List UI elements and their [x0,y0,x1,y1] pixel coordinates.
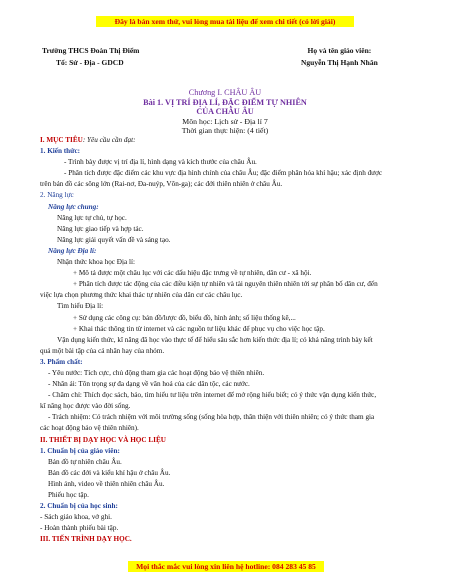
school-name: Trường THCS Đoàn Thị Điểm [42,46,140,55]
geography-application-2: quả một bài tập của cá nhân hay của nhóm. [40,346,165,355]
teacher-label: Họ và tên giáo viên: [307,46,372,55]
subject-line: Môn học: Lịch sử - Địa lí 7 [182,116,268,126]
geography-awareness: Nhận thức khoa học Địa lí: [57,258,135,267]
student-prep-2: - Hoàn thành phiếu bài tập. [40,524,119,533]
quality-compassion: - Nhân ái: Tôn trọng sự đa dạng về văn hoá của các dân tộc, các nước. [48,380,250,389]
lesson-title-line2: CỦA CHÂU ÂU [196,107,254,117]
quality-diligence-1: - Chăm chỉ: Thích đọc sách, báo, tìm hiểu tư liệu trên internet để mở rộng hiểu biết; có ý thức vận dụng kiến thức, [48,391,377,400]
competence-heading: 2. Năng lực [40,191,74,200]
teacher-prep-3: Hình ảnh, video về thiên nhiên châu Âu. [48,479,165,488]
section-1-title: I. MỤC TIÊU [40,136,83,144]
geography-awareness-a: + Mô tả được một châu lục với các dấu hiệu đặc trưng về tự nhiên, dân cư - xã hội. [73,269,312,278]
section-1-note: : Yêu cầu cần đạt: [82,136,136,144]
quality-patriotism: - Yêu nước: Tích cực, chủ động tham gia các hoạt động bảo vệ thiên nhiên. [48,368,265,377]
geography-inquiry-b: + Khai thác thông tin từ internet và các nguồn tư liệu khác để phục vụ cho việc học tập. [73,324,325,333]
geography-inquiry-a: + Sử dụng các công cụ: bản đồ/lược đồ, biểu đồ, hình ảnh; số liệu thống kê,... [73,313,296,322]
teacher-prep-4: Phiếu học tập. [48,491,89,499]
general-competence-1: Năng lực tự chủ, tự học. [57,213,127,222]
knowledge-heading: 1. Kiến thức: [40,147,81,156]
section-2-title: II. THIẾT BỊ DẠY HỌC VÀ HỌC LIỆU [40,435,166,444]
preview-banner: Đây là bản xem thử, vui lòng mua tài liệu để xem chi tiết (có lời giải) [96,16,354,27]
student-prep-1: - Sách giáo khoa, vở ghi. [40,513,112,522]
knowledge-item-2a: - Phân tích được đặc điểm các khu vực địa hình chính của châu Âu; đặc điểm phân hóa khí hậu; xác định được [64,169,383,178]
qualities-heading: 3. Phẩm chất: [40,357,83,366]
general-competence-heading: Năng lực chung: [48,202,99,211]
teacher-prep-heading: 1. Chuẩn bị của giáo viên: [40,446,120,455]
chapter-title: Chương I. CHÂU ÂU [188,88,262,97]
knowledge-item-2b: trên bản đồ các sông lớn (Rai-nơ, Đa-nuýp, Vôn-ga); các đới thiên nhiên ở châu Âu. [40,180,283,189]
lesson-title-line1: Bài 1. VỊ TRÍ ĐỊA LÍ, ĐẶC ĐIỂM TỰ NHIÊN [143,97,307,107]
quality-responsibility-2: các hoạt động bảo vệ thiên nhiên). [40,424,139,433]
student-prep-heading: 2. Chuẩn bị của học sinh: [40,502,118,511]
duration-line: Thời gian thực hiện: (4 tiết) [181,126,269,136]
hotline-banner: Mọi thắc mắc vui lòng xin liên hệ hotline: 084 283 45 85 [128,561,324,572]
teacher-name: Nguyễn Thị Hạnh Nhân [301,58,378,67]
geography-competence-heading: Năng lực Địa lí: [48,246,97,255]
knowledge-item-1: - Trình bày được vị trí địa lí, hình dạng và kích thước của châu Âu. [64,158,257,167]
section-1-heading [40,135,412,146]
document-header [42,45,410,69]
title-block [0,88,450,136]
teacher-prep-1: Bản đồ tự nhiên châu Âu. [48,457,122,466]
geography-application-1: Vận dụng kiến thức, kĩ năng đã học vào thực tế để hiểu sâu sắc hơn kiến thức địa lí; có khả năng trình bày kết [57,335,373,344]
department-name: Tổ: Sử - Địa - GDCD [56,58,124,67]
general-competence-2: Năng lực giao tiếp và hợp tác. [57,224,144,233]
section-3-title: III. TIẾN TRÌNH DẠY HỌC. [40,535,132,544]
teacher-block [301,45,378,69]
geography-inquiry: Tìm hiểu Địa lí: [57,302,104,311]
geography-awareness-b1: + Phân tích được tác động của các điều kiện tự nhiên và tài nguyên thiên nhiên tới sự phân bố dân cư, đến [73,280,378,289]
teacher-prep-2: Bản đồ các đới và kiểu khí hậu ở châu Âu. [48,468,171,477]
quality-diligence-2: kĩ năng học được vào đời sống. [40,402,131,411]
geography-awareness-b2: việc lựa chọn phương thức khai thác tự nhiên của dân cư các châu lục. [40,291,243,300]
document-body [40,135,412,545]
general-competence-3: Năng lực giải quyết vấn đề và sáng tạo. [57,235,171,244]
quality-responsibility-1: - Trách nhiệm: Có trách nhiệm với môi trường sống (sống hòa hợp, thân thiện với thiên nhiên; có ý thức tham gia [48,413,375,422]
